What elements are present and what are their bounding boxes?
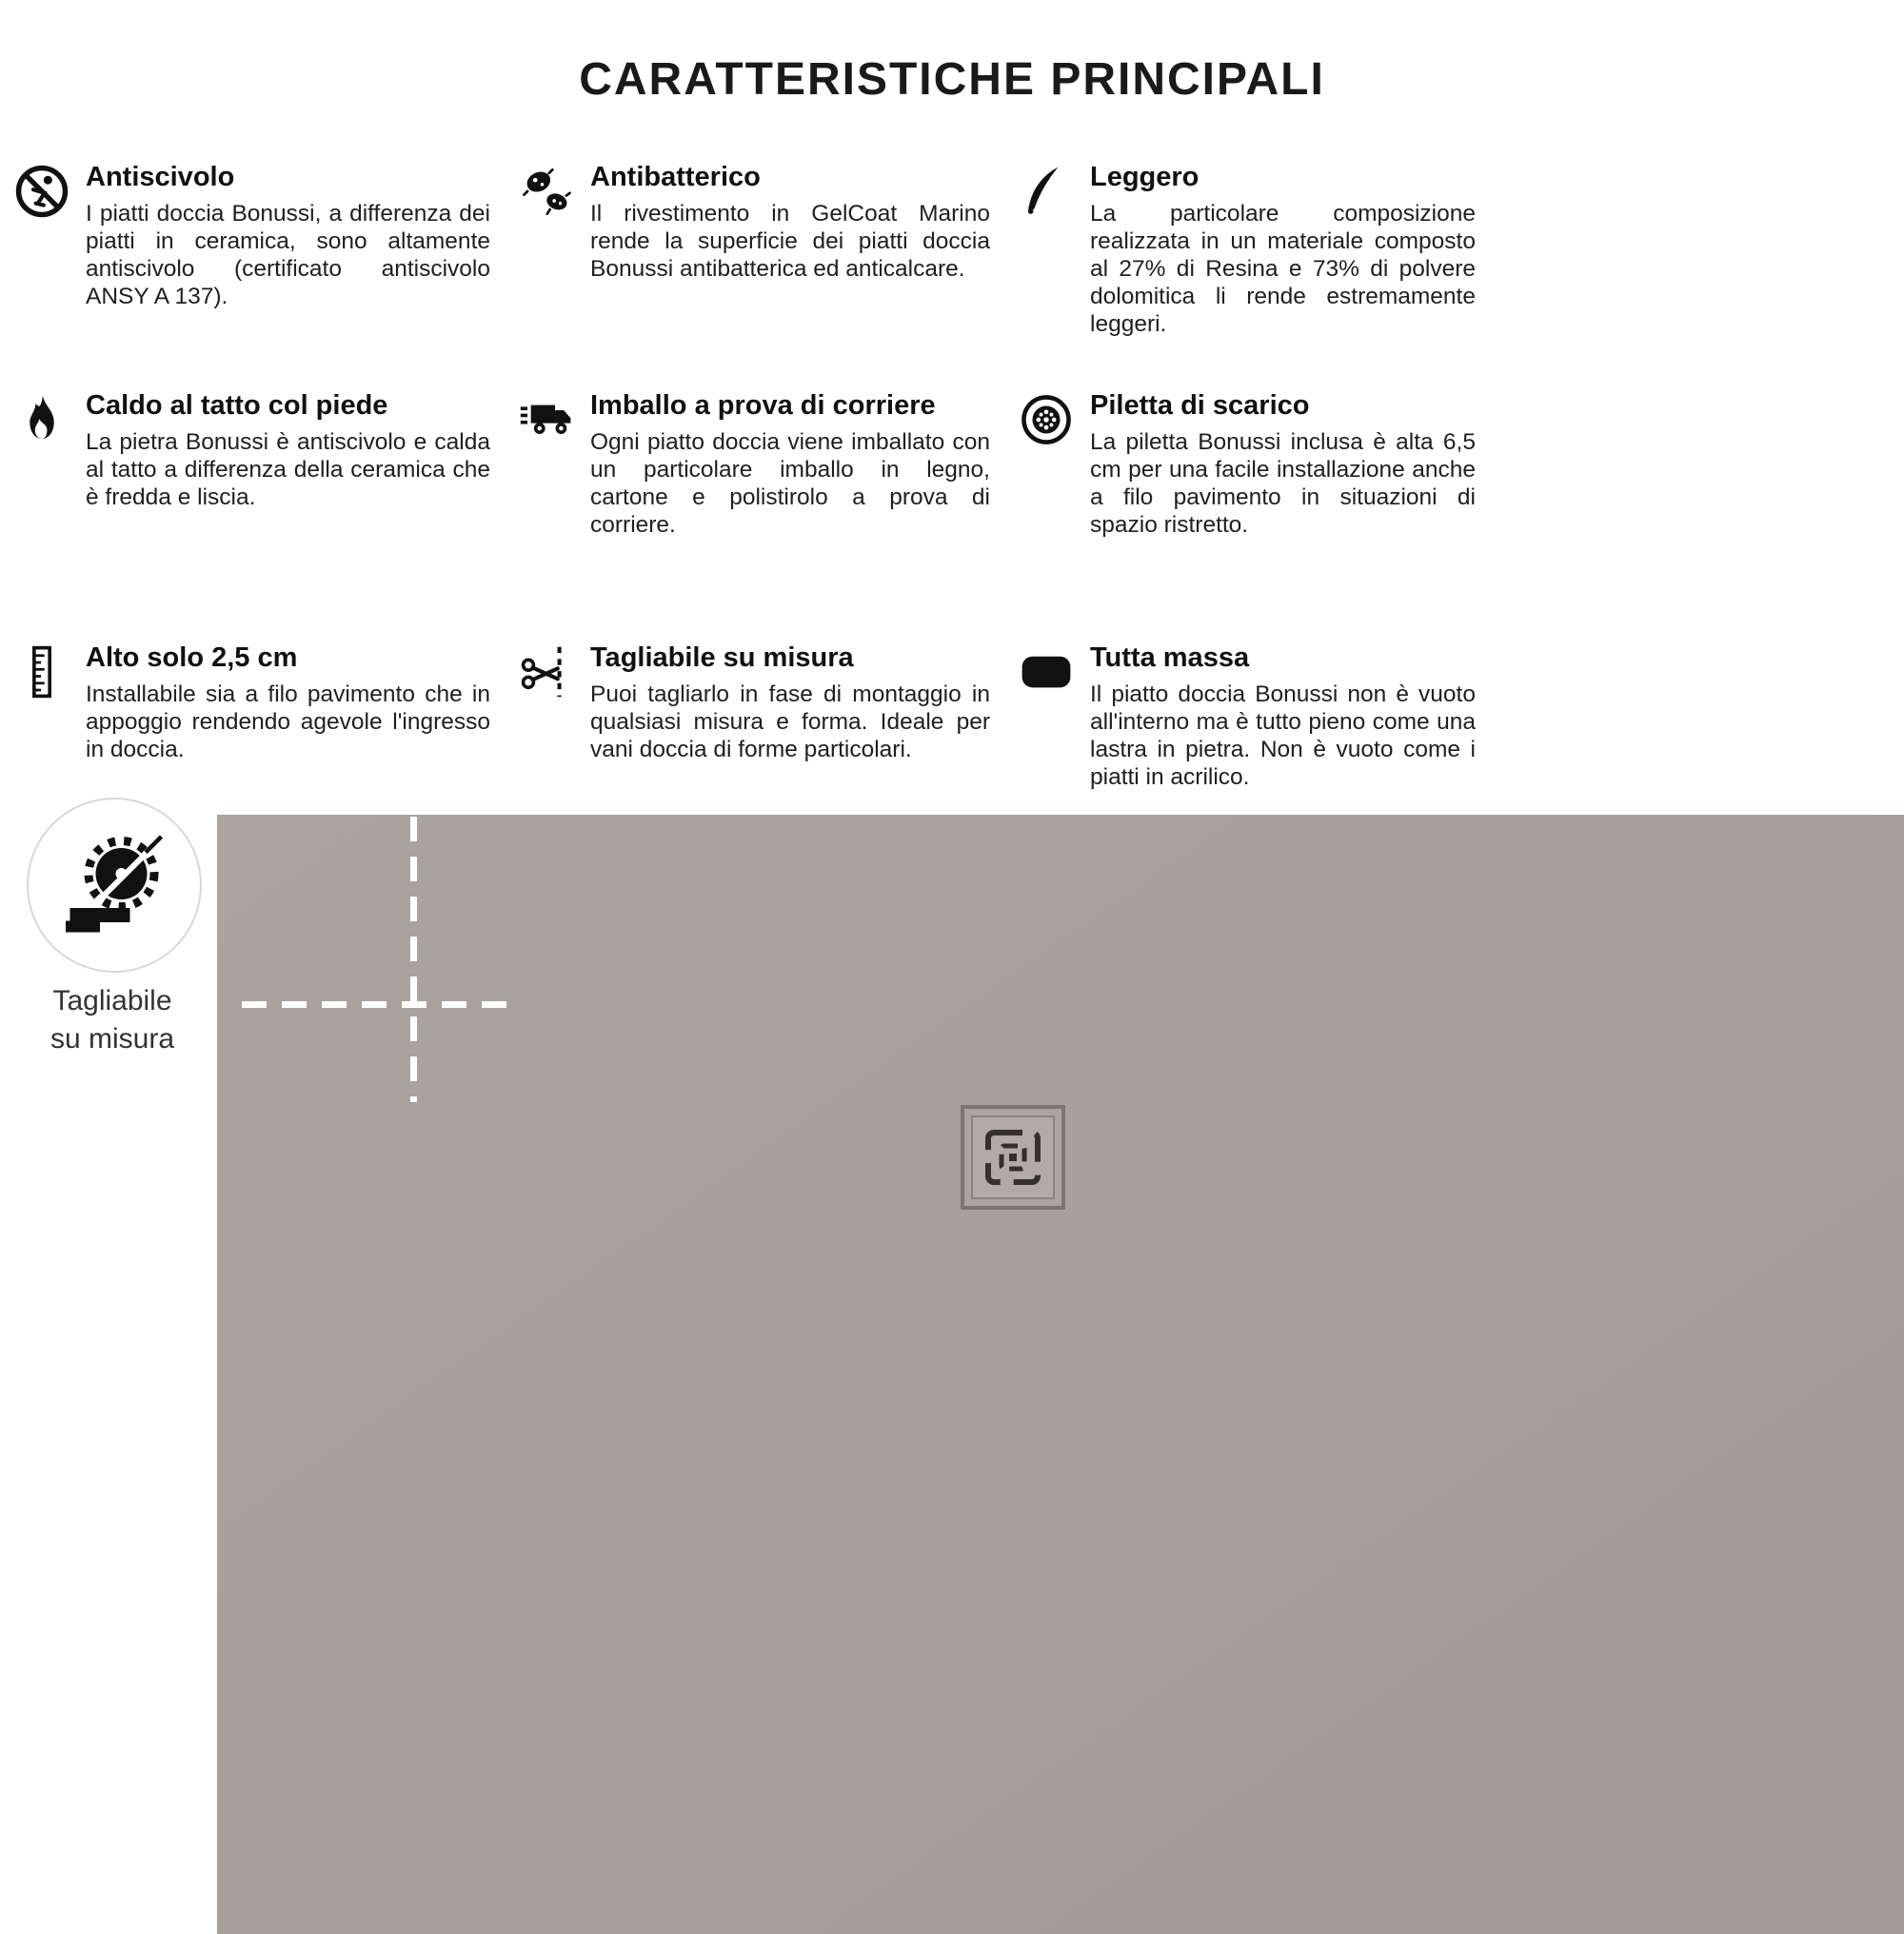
drain-icon [1014, 390, 1079, 447]
bacteria-icon [514, 162, 579, 219]
feature-caldo-al-tatto [10, 390, 490, 642]
feature-title: Piletta di scarico [1090, 390, 1310, 422]
ruler-icon [10, 642, 74, 700]
feature-text: La pietra Bonussi è antiscivolo e calda al tatto a differenza della ceramica che è fredda e liscia. [86, 429, 490, 511]
circular-saw-icon [63, 834, 166, 937]
features-grid [10, 162, 1499, 791]
drain-grate [960, 1104, 1066, 1211]
feature-title: Imballo a prova di corriere [590, 390, 936, 422]
cut-badge-label-line1: Tagliabile [52, 985, 172, 1017]
feature-text: Installabile sia a filo pavimento che in appoggio rendendo agevole l'ingresso in doccia. [86, 681, 490, 763]
feature-imballo [514, 390, 990, 642]
feature-tagliabile [514, 642, 990, 791]
cut-badge [27, 798, 202, 973]
feature-tutta-massa [1014, 642, 1476, 791]
shower-tray-image [217, 815, 1904, 1934]
feature-text: Il piatto doccia Bonussi non è vuoto all'interno ma è tutto pieno come una lastra in pietra. Non è vuoto come i piatti in acrilico. [1090, 681, 1476, 791]
feature-antiscivolo [10, 162, 490, 390]
feature-text: La particolare composizione realizzata in un materiale composto al 27% di Resina e 73% di polvere dolomitica li rende estremamente leggeri. [1090, 201, 1476, 338]
flame-icon [10, 390, 74, 447]
product-feature-sheet [0, 30, 1904, 1934]
scissors-icon [514, 642, 579, 700]
feature-text: Puoi tagliarlo in fase di montaggio in qualsiasi misura e forma. Ideale per vani doccia di forme particolari. [590, 681, 990, 763]
feature-title: Antiscivolo [86, 162, 235, 193]
cut-line-horizontal [242, 1001, 520, 1008]
feature-text: Il rivestimento in GelCoat Marino rende la superficie dei piatti doccia Bonussi antibatterica ed anticalcare. [590, 201, 990, 283]
cut-line-vertical [410, 817, 417, 1102]
feature-antibatterico [514, 162, 990, 390]
feature-piletta [1014, 390, 1476, 642]
feature-text: I piatti doccia Bonussi, a differenza dei piatti in ceramica, sono altamente antiscivolo (certificato antiscivolo ANSY A 137). [86, 201, 490, 310]
feature-title: Tutta massa [1090, 642, 1250, 674]
truck-icon [514, 390, 579, 447]
no-slip-icon [10, 162, 74, 219]
feature-text: La piletta Bonussi inclusa è alta 6,5 cm per una facile installazione anche a filo pavimento in situazioni di spazio ristretto. [1090, 429, 1476, 539]
feature-title: Alto solo 2,5 cm [86, 642, 298, 674]
feature-title: Leggero [1090, 162, 1200, 193]
feather-icon [1014, 162, 1079, 219]
cut-badge-label [10, 982, 215, 1058]
feature-title: Caldo al tatto col piede [86, 390, 388, 422]
solid-mass-icon [1014, 642, 1079, 700]
feature-title: Tagliabile su misura [590, 642, 854, 674]
cut-badge-label-line2: su misura [50, 1023, 175, 1056]
feature-text: Ogni piatto doccia viene imballato con un particolare imballo in legno, cartone e polistirolo a prova di corriere. [590, 429, 990, 539]
feature-title: Antibatterico [590, 162, 761, 193]
feature-alto-solo [10, 642, 490, 791]
page-title: CARATTERISTICHE PRINCIPALI [579, 54, 1325, 106]
feature-leggero [1014, 162, 1476, 390]
